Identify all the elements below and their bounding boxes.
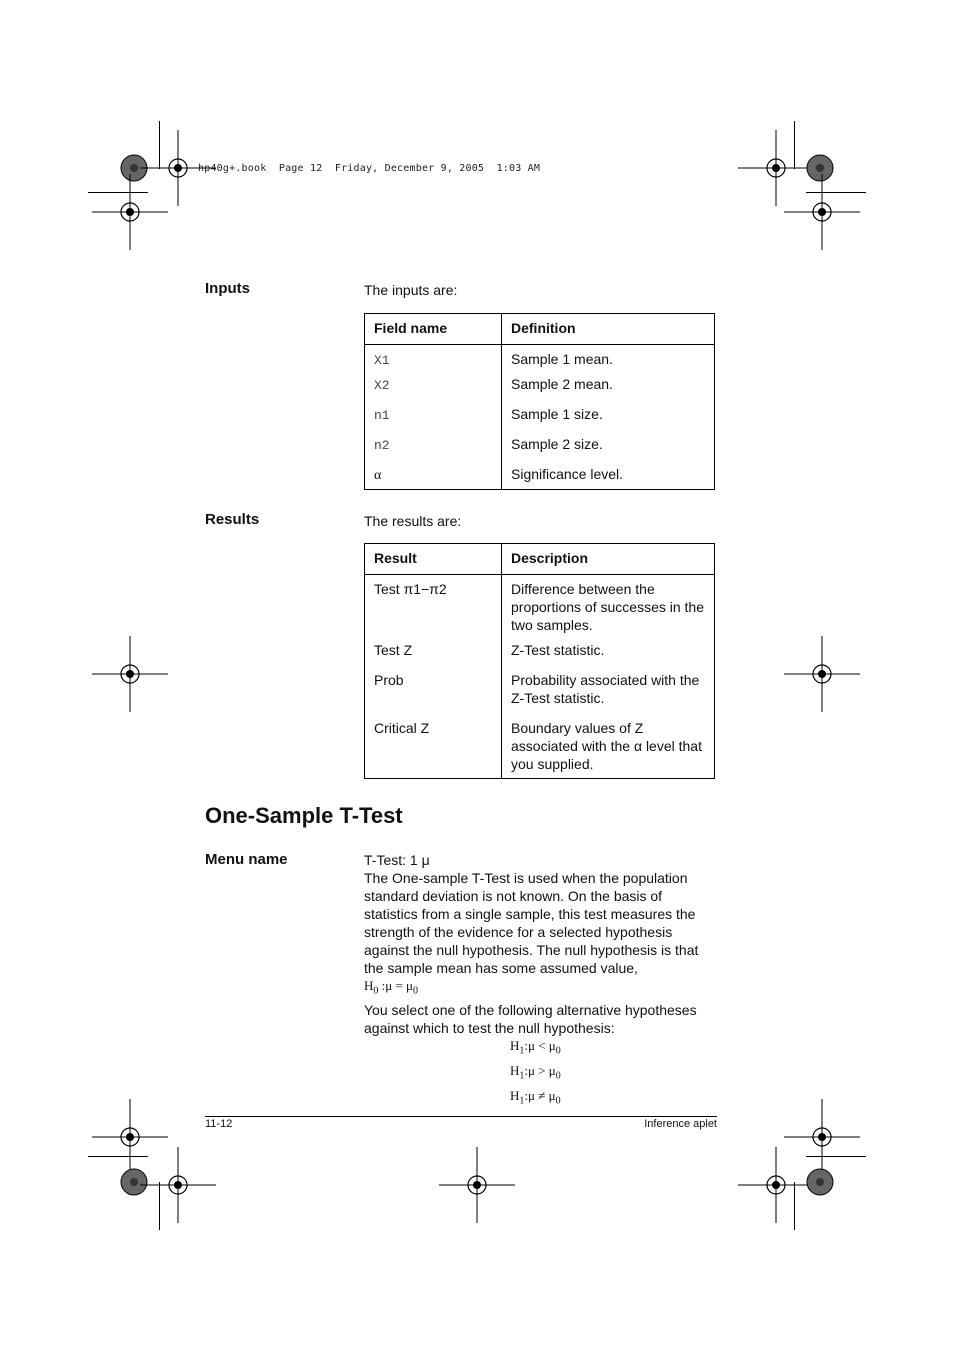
field-name: X1 — [374, 353, 390, 368]
inputs-intro: The inputs are: — [364, 282, 458, 298]
table-row — [365, 671, 715, 719]
menu-paragraph-1: The One-sample T-Test is used when the population standard deviation is not known. On the basis of statistics from a single sample, this test measures the strength of the evidence for a selected hypothesis against the null hypothesis. The null hypothesis is that the sample mean has some assumed value, — [364, 870, 699, 976]
column-header: Result — [365, 544, 502, 575]
result-description: Difference between the proportions of successes in the two samples. — [502, 575, 715, 642]
results-intro: The results are: — [364, 513, 462, 529]
column-header: Field name — [365, 314, 502, 345]
column-header: Definition — [502, 314, 715, 345]
inputs-table — [364, 313, 715, 490]
running-head: hp40g+.book Page 12 Friday, December 9, 2005 1:03 AM — [198, 163, 541, 174]
result-name: Test π1−π2 — [365, 575, 502, 642]
table-row — [365, 575, 715, 642]
table-row — [365, 719, 715, 779]
page-number: 11-12 — [205, 1118, 233, 1130]
table-row — [365, 465, 715, 490]
results-table — [364, 543, 715, 779]
table-row — [365, 435, 715, 465]
field-definition: Sample 1 mean. — [502, 345, 715, 376]
result-name: Test Z — [365, 641, 502, 671]
menu-paragraph-2: You select one of the following alternative hypotheses against which to test the null hypothesis: — [364, 1001, 697, 1036]
null-hypothesis: $H_0$ :μ = $\mu_0$ — [364, 978, 419, 997]
table-row — [365, 345, 715, 376]
result-description: Z-Test statistic. — [502, 641, 715, 671]
field-definition: Sample 2 size. — [502, 435, 715, 465]
table-row — [365, 405, 715, 435]
field-name: n2 — [374, 438, 390, 453]
results-label: Results — [205, 511, 260, 528]
result-description: Probability associated with the Z-Test statistic. — [502, 671, 715, 719]
menu-label: Menu name — [205, 851, 288, 868]
result-name: Prob — [365, 671, 502, 719]
chapter-title: Inference aplet — [644, 1118, 717, 1130]
field-name: n1 — [374, 408, 390, 423]
column-header: Description — [502, 544, 715, 575]
field-name: X2 — [374, 378, 390, 393]
result-name: Critical Z — [365, 719, 502, 779]
field-definition: Sample 1 size. — [502, 405, 715, 435]
alt-hypothesis: $H_1:\mu \ne \mu_0$ — [510, 1088, 561, 1107]
result-description: Boundary values of Z associated with the α level that you supplied. — [502, 719, 715, 779]
section-title: One-Sample T-Test — [205, 803, 403, 828]
field-definition: Significance level. — [502, 465, 715, 490]
table-row — [365, 375, 715, 405]
alt-hypothesis: $H_1:\mu < \mu_0$ — [510, 1038, 561, 1057]
field-definition: Sample 2 mean. — [502, 375, 715, 405]
field-name: α — [374, 468, 382, 483]
menu-name: T-Test: 1 μ — [364, 852, 430, 868]
menu-body — [364, 851, 719, 1037]
table-row — [365, 641, 715, 671]
inputs-label: Inputs — [205, 280, 250, 297]
alt-hypothesis: $H_1:\mu > \mu_0$ — [510, 1063, 561, 1082]
footer-rule — [205, 1116, 717, 1117]
